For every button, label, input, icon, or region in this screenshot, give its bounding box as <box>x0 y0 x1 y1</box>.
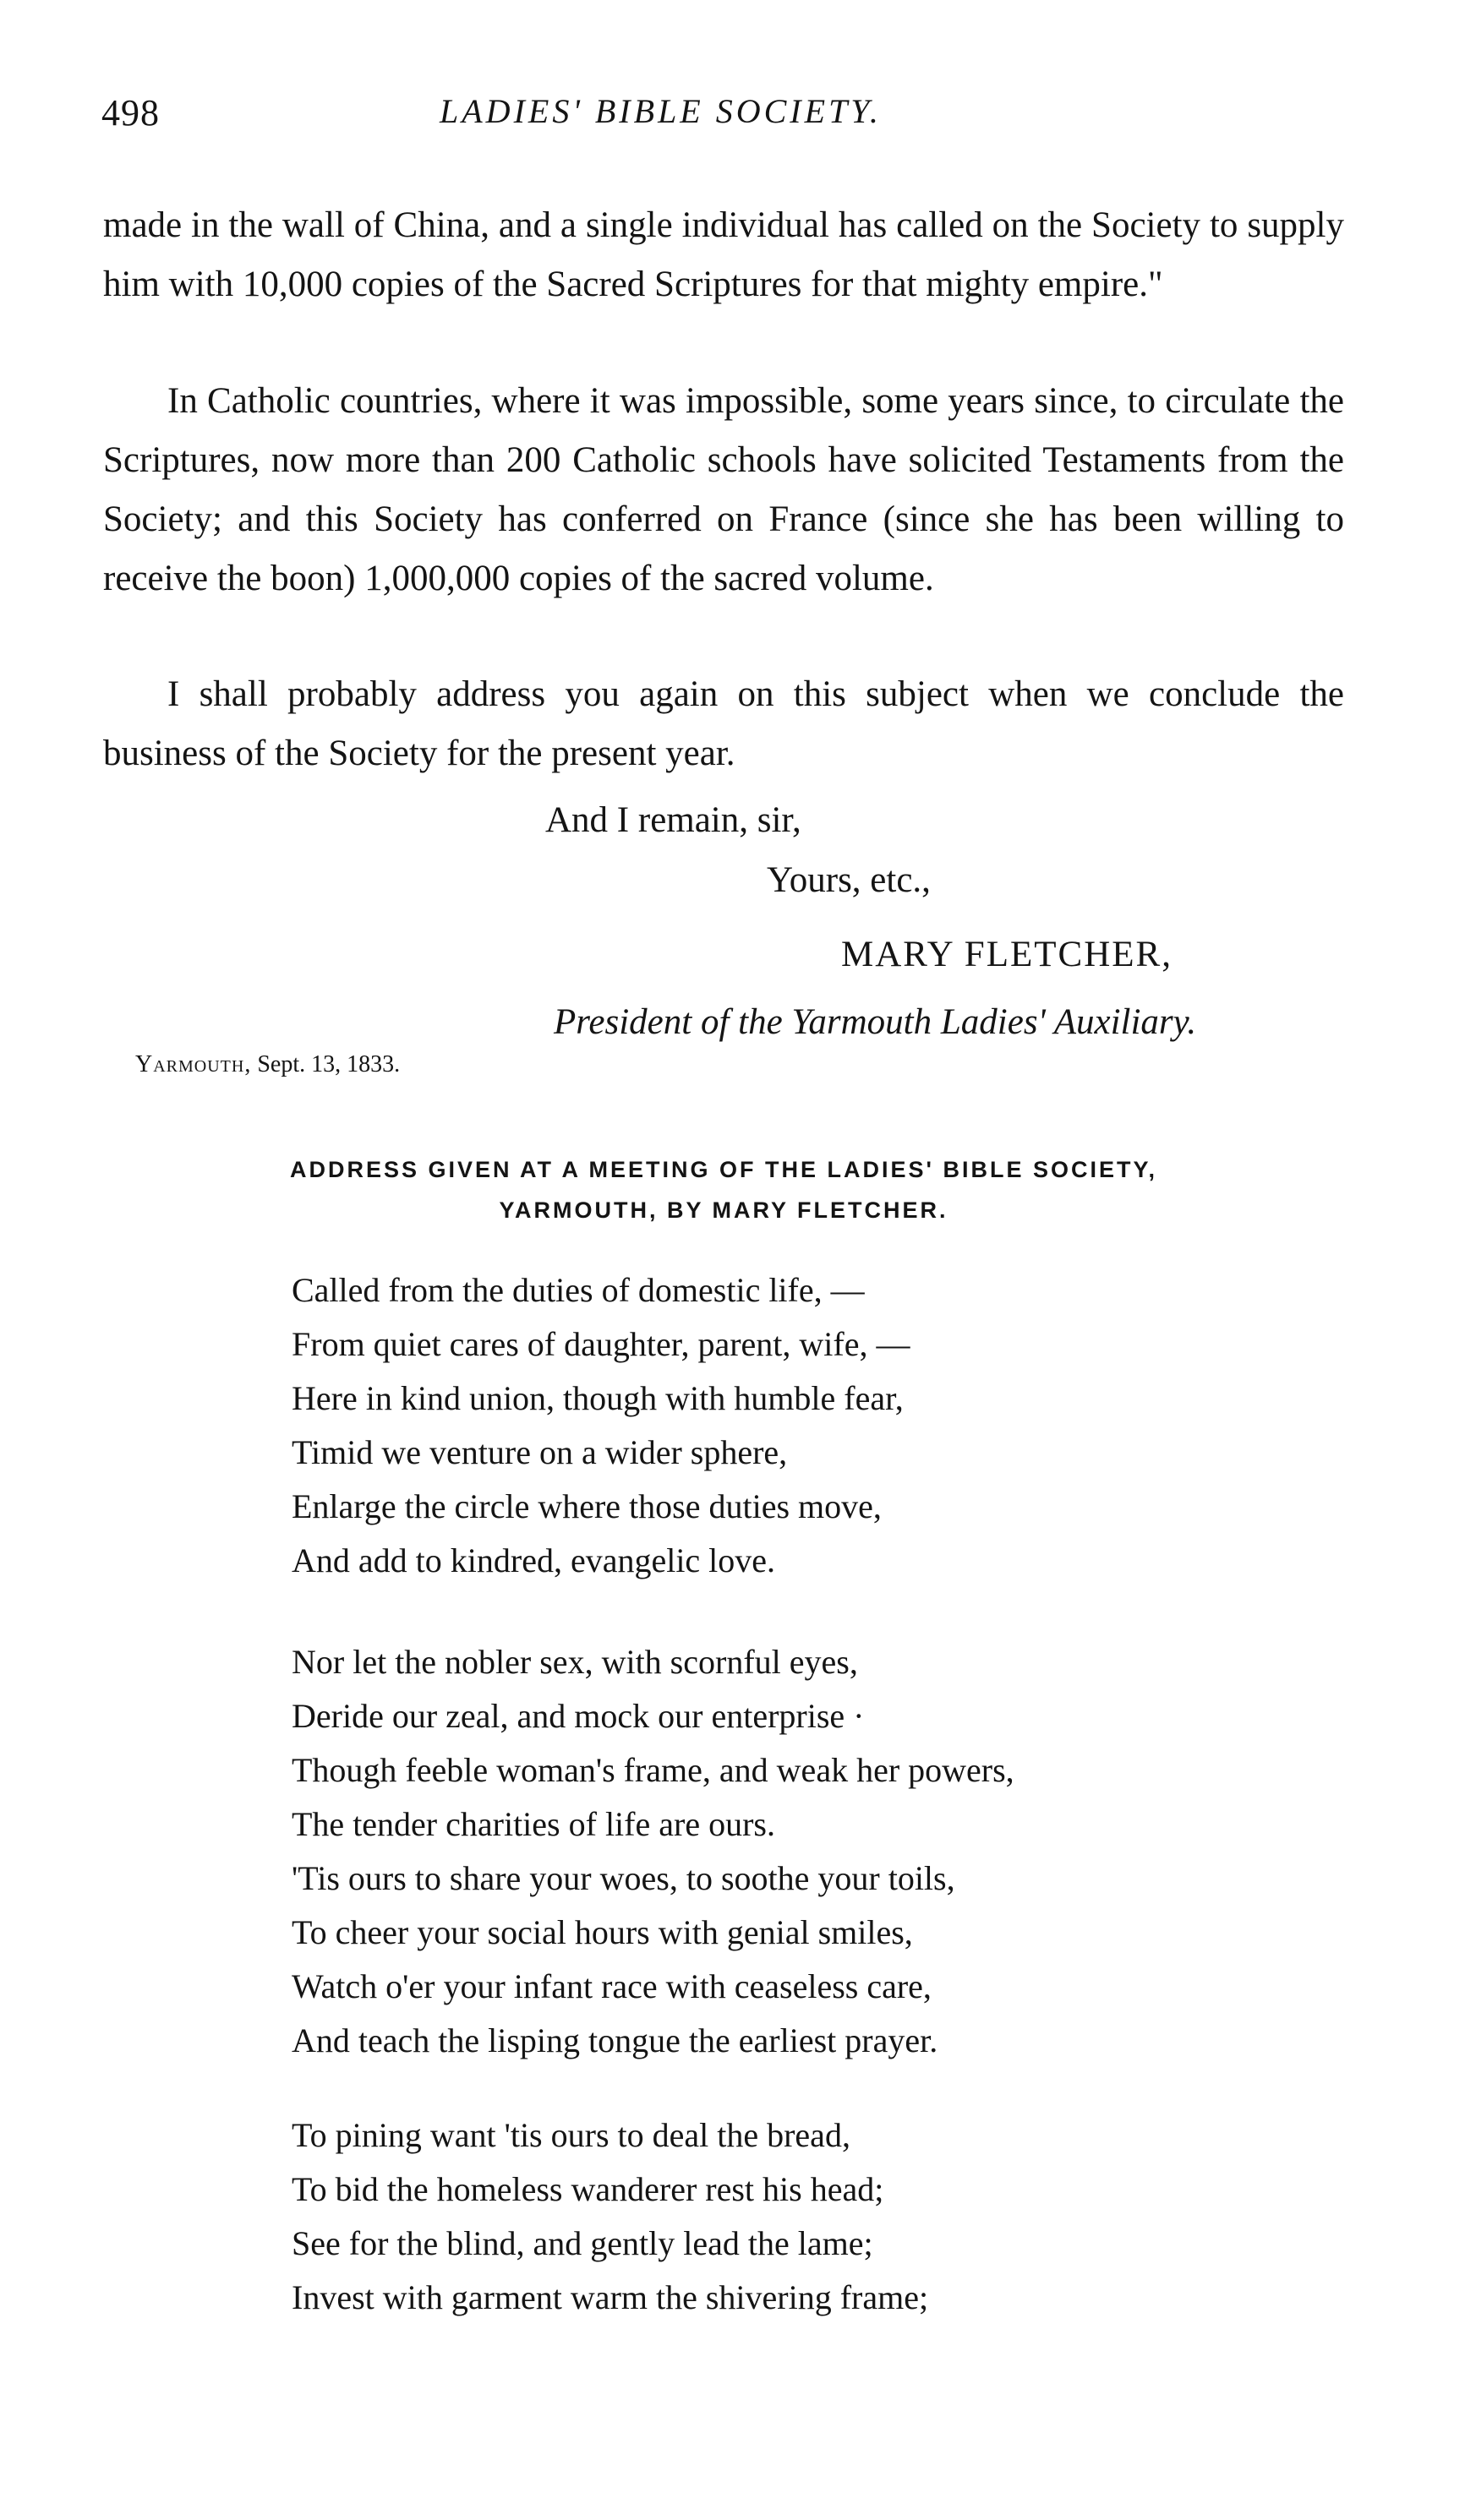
poem-line: The tender charities of life are ours. <box>292 1805 775 1843</box>
signature-name: MARY FLETCHER, <box>841 935 1173 974</box>
signature-title: President of the Yarmouth Ladies' Auxiliary. <box>554 1002 1197 1042</box>
poem-line: Watch o'er your infant race with ceaseless care, <box>292 1967 932 2005</box>
letter-paragraph: made in the wall of China, and a single individual has called on the Society to supply him with 10,000 copies of the Sacred Scriptures for that mighty empire." <box>103 205 1344 304</box>
address-heading-line: ADDRESS GIVEN AT A MEETING OF THE LADIES' BIBLE SOCIETY, <box>290 1157 1157 1182</box>
page-number: 498 <box>101 92 160 134</box>
letter-closing: And I remain, sir, <box>545 800 801 840</box>
poem-stanza <box>292 2108 1348 2325</box>
poem-line: Here in kind union, though with humble fear, <box>292 1379 904 1417</box>
poem-line: To cheer your social hours with genial smiles, <box>292 1913 913 1951</box>
letter-paragraph: I shall probably address you again on this subject when we conclude the business of the Society for the present year. <box>103 674 1344 773</box>
poem-line: Timid we venture on a wider sphere, <box>292 1433 788 1471</box>
poem-line: See for the blind, and gently lead the lame; <box>292 2224 873 2262</box>
running-title: LADIES' BIBLE SOCIETY. <box>440 92 882 130</box>
letter-valediction: Yours, etc., <box>767 860 931 900</box>
poem-line: Nor let the nobler sex, with scornful eyes, <box>292 1643 858 1681</box>
poem-line: To bid the homeless wanderer rest his head; <box>292 2170 884 2208</box>
dateline <box>135 1048 400 1082</box>
dateline-date: Sept. 13, 1833. <box>257 1051 401 1077</box>
poem-line: 'Tis ours to share your woes, to soothe your toils, <box>292 1859 955 1897</box>
poem-line: To pining want 'tis ours to deal the bread, <box>292 2116 850 2154</box>
letter-paragraph: In Catholic countries, where it was impossible, some years since, to circulate the Scriptures, now more than 200 Catholic schools have solicited Testaments from the Society; and this Society has conferred on France (since she has been willing to receive the boon) 1,000,000 copies of the sacred volume. <box>103 381 1344 598</box>
poem-line: Invest with garment warm the shivering frame; <box>292 2278 929 2316</box>
address-heading <box>103 1149 1344 1230</box>
poem-line: Called from the duties of domestic life, — <box>292 1271 865 1309</box>
poem-line: And add to kindred, evangelic love. <box>292 1541 776 1579</box>
running-head <box>101 91 1336 142</box>
poem-line: Though feeble woman's frame, and weak her powers, <box>292 1751 1014 1789</box>
poem-stanza <box>292 1635 1348 2068</box>
dateline-place: Yarmouth, <box>135 1051 252 1077</box>
poem-line: Enlarge the circle where those duties move, <box>292 1487 882 1525</box>
poem-stanza <box>292 1263 1348 1588</box>
poem-line: Deride our zeal, and mock our enterprise · <box>292 1697 865 1735</box>
poem-line: And teach the lisping tongue the earliest prayer. <box>292 2021 938 2059</box>
poem-line: From quiet cares of daughter, parent, wife, — <box>292 1325 910 1363</box>
address-heading-line: YARMOUTH, BY MARY FLETCHER. <box>499 1197 948 1223</box>
